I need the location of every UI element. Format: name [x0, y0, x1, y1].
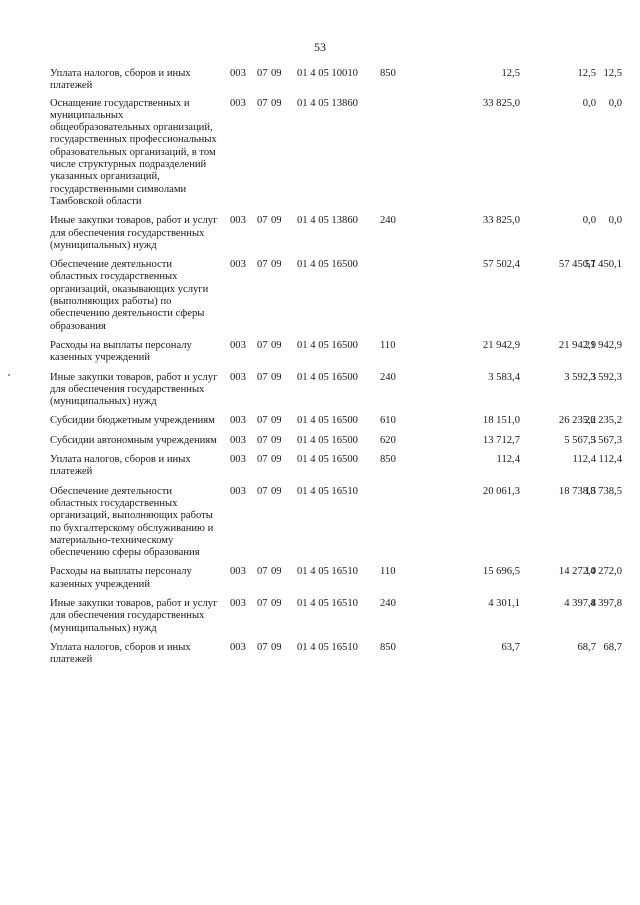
row-year3: 14 272,0 — [584, 566, 622, 578]
row-ved: 003 — [230, 566, 246, 578]
row-name: Субсидии бюджетным учреждениям — [50, 415, 215, 427]
row-year1: 57 502,4 — [482, 259, 520, 271]
row-year2: 0,0 — [582, 97, 596, 109]
row-section: 07 — [257, 641, 268, 653]
row-subsection: 09 — [271, 259, 282, 271]
row-year1: 33 825,0 — [482, 215, 520, 227]
row-vr: 850 — [380, 641, 396, 653]
row-vr: 850 — [380, 454, 396, 466]
row-vr: 240 — [380, 597, 396, 609]
row-section: 07 — [257, 259, 268, 271]
page-number: 53 — [314, 40, 326, 54]
row-subsection: 09 — [271, 371, 282, 383]
row-year1: 12,5 — [501, 68, 520, 79]
row-year2: 4 397,8 — [564, 597, 596, 609]
table-row — [50, 372, 630, 409]
row-year1: 18 151,0 — [482, 415, 520, 427]
table-row — [50, 566, 630, 591]
row-csr: 01 4 05 13860 — [297, 97, 358, 109]
table-row — [50, 642, 630, 667]
row-year3: 4 397,8 — [590, 597, 622, 609]
budget-table — [50, 68, 630, 666]
row-year2: 21 942,9 — [558, 339, 596, 351]
table-row — [50, 98, 630, 209]
row-vr: 620 — [380, 434, 396, 446]
row-subsection: 09 — [271, 597, 282, 609]
table-row — [50, 598, 630, 635]
row-section: 07 — [257, 485, 268, 497]
row-year2: 0,0 — [582, 215, 596, 227]
row-year2: 57 450,1 — [558, 259, 596, 271]
row-ved: 003 — [230, 97, 246, 109]
row-name: Расходы на выплаты персоналу казенных учреждений — [50, 566, 192, 590]
row-section: 07 — [257, 454, 268, 466]
row-vr: 110 — [380, 566, 396, 578]
row-year2: 5 567,3 — [564, 434, 596, 446]
row-name: Оснащение государственных и муниципальных общеобразовательных организаций, государственных профессиональных образовательных организаций, в том числе структурных подразделений указанных организаций, государственными символами Тамбовской области — [50, 97, 217, 207]
row-subsection: 09 — [271, 434, 282, 446]
row-section: 07 — [257, 566, 268, 578]
row-ved: 003 — [230, 597, 246, 609]
row-subsection: 09 — [271, 415, 282, 427]
row-name: Уплата налогов, сборов и иных платежей — [50, 641, 191, 666]
row-ved: 003 — [230, 485, 246, 497]
row-vr: 240 — [380, 371, 396, 383]
row-name: Уплата налогов, сборов и иных платежей — [50, 68, 191, 92]
row-year1: 21 942,9 — [482, 339, 520, 351]
row-year1: 13 712,7 — [482, 434, 520, 446]
row-csr: 01 4 05 13860 — [297, 215, 358, 227]
row-year2: 26 235,2 — [558, 415, 596, 427]
table-row — [50, 454, 630, 479]
row-subsection: 09 — [271, 339, 282, 351]
row-subsection: 09 — [271, 566, 282, 578]
row-year2: 3 592,3 — [564, 371, 596, 383]
row-ved: 003 — [230, 434, 246, 446]
row-vr: 850 — [380, 68, 396, 79]
row-year2: 112,4 — [572, 454, 596, 466]
row-year1: 15 696,5 — [482, 566, 520, 578]
row-ved: 003 — [230, 641, 246, 653]
row-year1: 33 825,0 — [482, 97, 520, 109]
row-section: 07 — [257, 434, 268, 446]
row-ved: 003 — [230, 68, 246, 79]
row-csr: 01 4 05 16510 — [297, 485, 358, 497]
scan-speck — [8, 374, 10, 376]
row-name: Иные закупки товаров, работ и услуг для обеспечения государственных (муниципальных) нужд — [50, 597, 218, 634]
row-section: 07 — [257, 597, 268, 609]
row-subsection: 09 — [271, 641, 282, 653]
table-row — [50, 486, 630, 560]
row-name: Уплата налогов, сборов и иных платежей — [50, 454, 191, 478]
row-section: 07 — [257, 415, 268, 427]
table-row — [50, 415, 630, 427]
table-row — [50, 259, 630, 333]
row-year3: 3 592,3 — [590, 371, 622, 383]
row-csr: 01 4 05 16510 — [297, 641, 358, 653]
row-csr: 01 4 05 16500 — [297, 415, 358, 427]
row-subsection: 09 — [271, 485, 282, 497]
row-csr: 01 4 05 16500 — [297, 371, 358, 383]
row-year1: 4 301,1 — [488, 597, 520, 609]
row-csr: 01 4 05 16510 — [297, 597, 358, 609]
row-ved: 003 — [230, 415, 246, 427]
row-year3: 5 567,3 — [590, 434, 622, 446]
row-year2: 12,5 — [577, 68, 596, 79]
row-ved: 003 — [230, 371, 246, 383]
row-subsection: 09 — [271, 454, 282, 466]
row-year2: 14 272,0 — [558, 566, 596, 578]
row-name: Иные закупки товаров, работ и услуг для обеспечения государственных (муниципальных) нужд — [50, 371, 218, 408]
row-section: 07 — [257, 68, 268, 79]
row-section: 07 — [257, 371, 268, 383]
row-section: 07 — [257, 215, 268, 227]
row-name: Обеспечение деятельности областных государственных организаций, оказывающих услуги (выполняющих работы) по обеспечению деятельности сферы образования — [50, 259, 209, 332]
row-year1: 63,7 — [501, 641, 520, 653]
row-year3: 26 235,2 — [584, 415, 622, 427]
row-year1: 112,4 — [496, 454, 520, 466]
row-ved: 003 — [230, 339, 246, 351]
row-section: 07 — [257, 97, 268, 109]
row-year3: 21 942,9 — [584, 339, 622, 351]
row-vr: 110 — [380, 339, 396, 351]
row-vr: 240 — [380, 215, 396, 227]
table-row — [50, 435, 630, 447]
row-name: Обеспечение деятельности областных государственных организаций, выполняющих работы по бухгалтерскому обслуживанию и материально-техническому обеспечению сферы образования — [50, 485, 214, 559]
row-subsection: 09 — [271, 68, 282, 79]
row-year3: 68,7 — [603, 641, 622, 653]
row-csr: 01 4 05 16500 — [297, 434, 358, 446]
row-year2: 18 738,5 — [558, 485, 596, 497]
row-csr: 01 4 05 16500 — [297, 454, 358, 466]
table-row — [50, 68, 630, 93]
row-csr: 01 4 05 16500 — [297, 339, 358, 351]
row-year3: 0,0 — [608, 215, 622, 227]
row-year3: 112,4 — [598, 454, 622, 466]
row-name: Субсидии автономным учреждениям — [50, 434, 217, 446]
row-year2: 68,7 — [577, 641, 596, 653]
row-year3: 12,5 — [603, 68, 622, 79]
row-name: Расходы на выплаты персоналу казенных учреждений — [50, 339, 192, 364]
row-subsection: 09 — [271, 97, 282, 109]
table-row — [50, 340, 630, 365]
row-year3: 0,0 — [608, 97, 622, 109]
row-csr: 01 4 05 10010 — [297, 68, 358, 79]
row-name: Иные закупки товаров, работ и услуг для обеспечения государственных (муниципальных) нужд — [50, 215, 218, 251]
row-section: 07 — [257, 339, 268, 351]
row-subsection: 09 — [271, 215, 282, 227]
row-year3: 18 738,5 — [584, 485, 622, 497]
row-year1: 20 061,3 — [482, 485, 520, 497]
table-row — [50, 215, 630, 252]
row-csr: 01 4 05 16510 — [297, 566, 358, 578]
row-ved: 003 — [230, 215, 246, 227]
row-csr: 01 4 05 16500 — [297, 259, 358, 271]
row-vr: 610 — [380, 415, 396, 427]
row-ved: 003 — [230, 259, 246, 271]
row-year1: 3 583,4 — [488, 371, 520, 383]
row-year3: 57 450,1 — [584, 259, 622, 271]
row-ved: 003 — [230, 454, 246, 466]
